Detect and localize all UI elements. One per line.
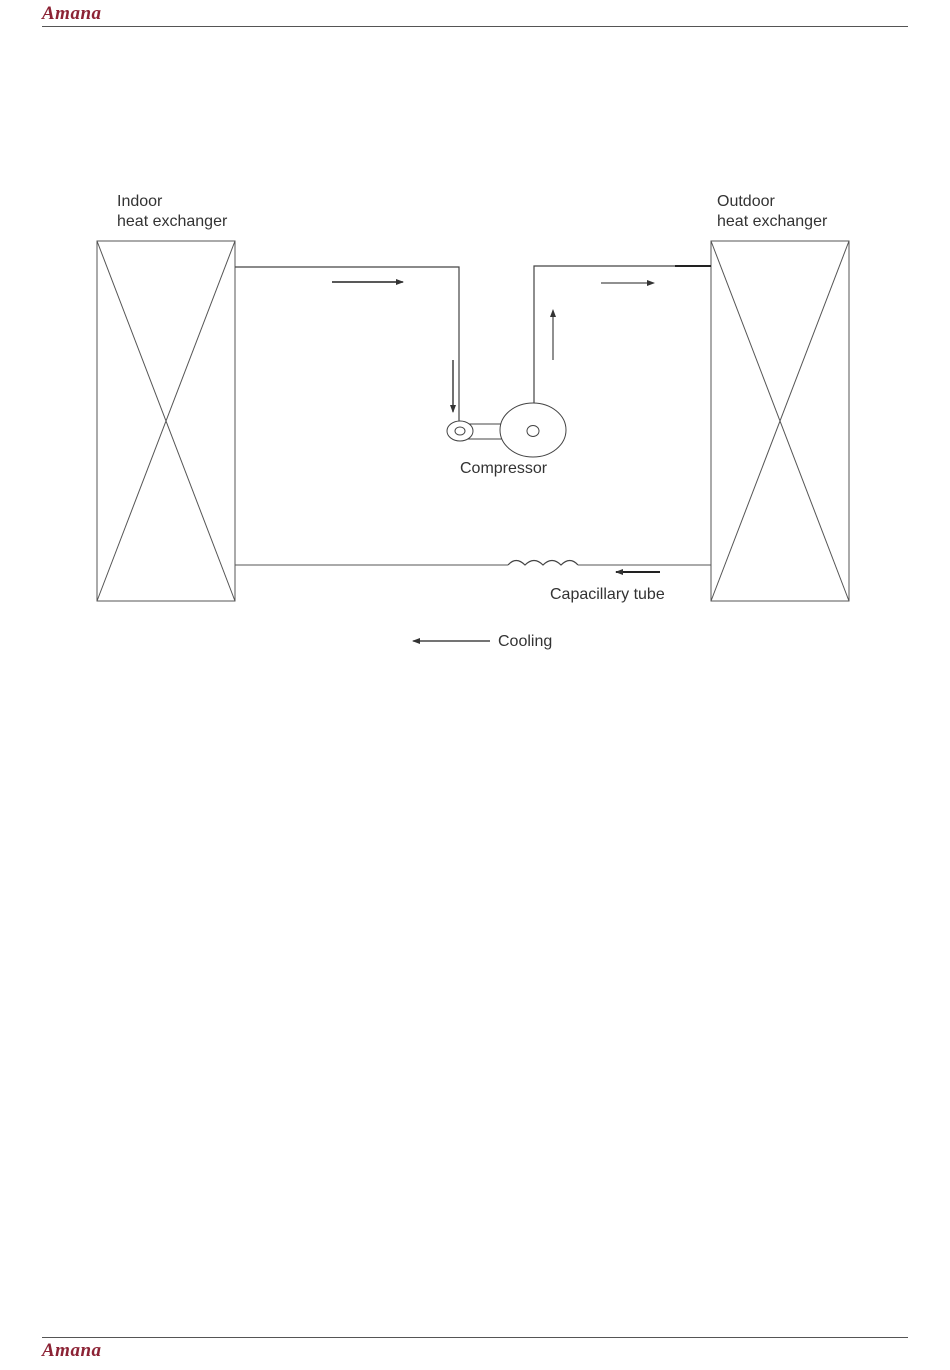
outdoor-heat-exchanger [711,241,849,601]
amana-logo-bottom: Amana [42,1340,102,1361]
compressor-label: Compressor [460,460,548,477]
legend-cooling-label: Cooling [498,633,553,650]
outdoor-label [717,192,827,232]
compressor [447,403,566,457]
suction-line [235,267,459,423]
amana-logo-top: Amana [42,3,102,24]
indoor-label [117,192,227,232]
discharge-line [534,266,711,404]
outdoor-label-line1: Outdoor [717,193,775,210]
capillary-tube-coil [508,561,578,566]
capillary-tube-label: Capacillary tube [550,586,665,603]
outdoor-label-line2: heat exchanger [717,213,828,230]
indoor-label-line1: Indoor [117,193,163,210]
footer-rule [42,1337,908,1338]
indoor-label-line2: heat exchanger [117,213,228,230]
indoor-heat-exchanger [97,241,235,601]
